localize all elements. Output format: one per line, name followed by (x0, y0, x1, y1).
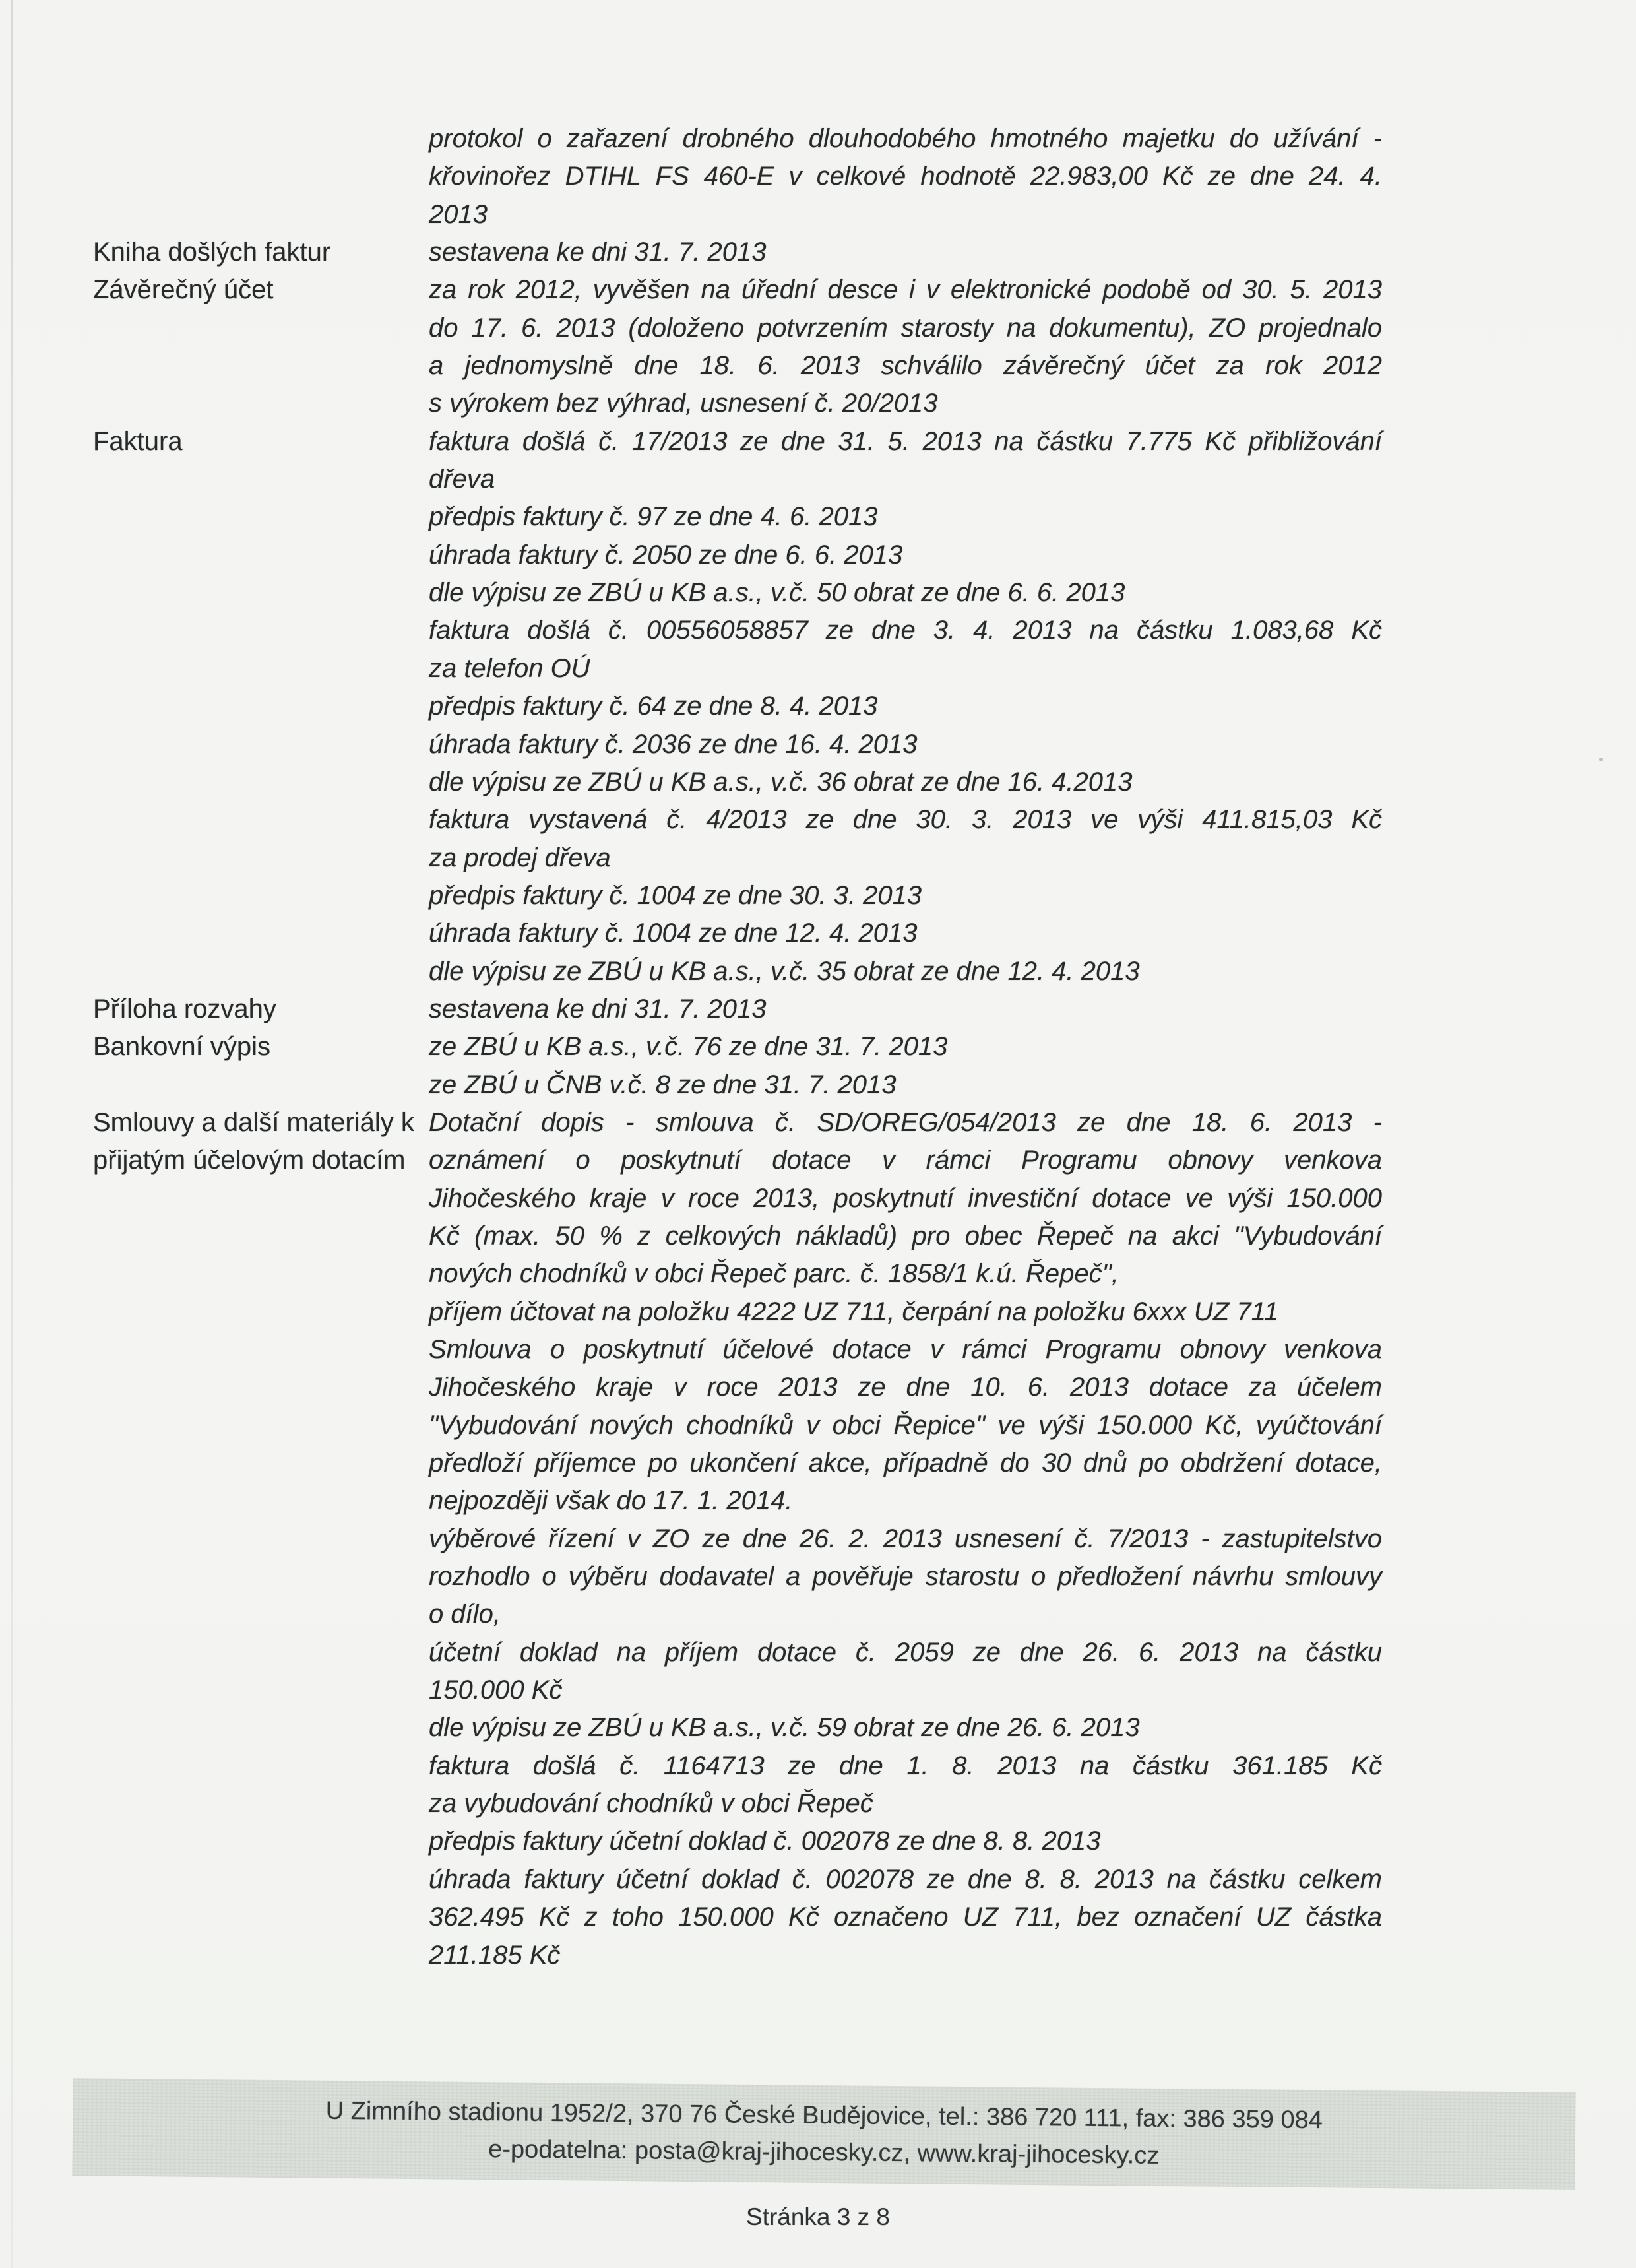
row-label (0, 763, 429, 801)
document-row (0, 1634, 1636, 1671)
row-label (0, 1217, 429, 1255)
document-row (0, 612, 1636, 649)
row-label (0, 1747, 429, 1785)
row-label (0, 1823, 429, 1860)
row-text: Dotační dopis - smlouva č. SD/OREG/054/2013 ze dne 18. 6. 2013 - (429, 1107, 1382, 1137)
document-row (0, 839, 1636, 877)
row-label (0, 915, 429, 952)
row-label (0, 1482, 429, 1520)
document-row (0, 1747, 1636, 1785)
row-text: Smlouva o poskytnutí účelové dotace v rámci Programu obnovy venkova (429, 1335, 1382, 1364)
row-text: příjem účtovat na položku 4222 UZ 711, čerpání na položku 6xxx UZ 711 (429, 1297, 1279, 1326)
row-label (0, 839, 429, 877)
document-row (0, 234, 1636, 271)
row-label (0, 498, 429, 536)
row-label (0, 1937, 429, 1974)
row-label (0, 120, 429, 158)
document-row (0, 158, 1636, 195)
row-label (0, 309, 429, 347)
row-text: faktura došlá č. 17/2013 ze dne 31. 5. 2013 na částku 7.775 Kč přibližování (429, 426, 1382, 456)
row-text: do 17. 6. 2013 (doloženo potvrzením starosty na dokumentu), ZO projednalo (429, 313, 1382, 342)
row-label: Kniha došlých faktur (93, 238, 331, 267)
document-row (0, 1482, 1636, 1520)
document-row (0, 1898, 1636, 1936)
row-text: 2013 (429, 199, 488, 229)
row-label: Příloha rozvahy (93, 994, 276, 1023)
row-text: 362.495 Kč z toho 150.000 Kč označeno UZ 711, bez označení UZ částka (429, 1902, 1382, 1932)
row-text: předloží příjemce po ukončení akce, případně do 30 dnů po obdržení dotace, (429, 1448, 1382, 1478)
row-text: výběrové řízení v ZO ze dne 26. 2. 2013 usnesení č. 7/2013 - zastupitelstvo (429, 1524, 1382, 1553)
row-text: úhrada faktury č. 2050 ze dne 6. 6. 2013 (429, 540, 903, 569)
row-label: přijatým účelovým dotacím (93, 1146, 406, 1175)
row-label (0, 1785, 429, 1823)
document-row (0, 1558, 1636, 1596)
document-row (0, 271, 1636, 309)
row-text: faktura vystavená č. 4/2013 ze dne 30. 3. 2013 ve výši 411.815,03 Kč (429, 805, 1382, 835)
row-text: předpis faktury č. 1004 ze dne 30. 3. 2013 (429, 880, 922, 910)
document-row (0, 763, 1636, 801)
row-label (0, 461, 429, 498)
document-row (0, 1785, 1636, 1823)
document-row (0, 650, 1636, 688)
row-text: předpis faktury č. 64 ze dne 8. 4. 2013 (429, 692, 878, 721)
row-text: dle výpisu ze ZBÚ u KB a.s., v.č. 59 obrat ze dne 26. 6. 2013 (429, 1713, 1140, 1743)
row-label (0, 1407, 429, 1444)
footer-band (72, 2078, 1575, 2190)
document-row (0, 196, 1636, 234)
document-row (0, 1709, 1636, 1747)
document-row (0, 953, 1636, 990)
document-row (0, 801, 1636, 839)
row-label (0, 1898, 429, 1936)
document-body (0, 120, 1636, 1974)
row-label (0, 1634, 429, 1671)
row-label (0, 1671, 429, 1709)
row-text: dle výpisu ze ZBÚ u KB a.s., v.č. 35 obrat ze dne 12. 4. 2013 (429, 956, 1140, 986)
document-row (0, 877, 1636, 915)
row-text: křovinořez DTIHL FS 460-E v celkové hodnotě 22.983,00 Kč ze dne 24. 4. (429, 162, 1382, 191)
row-label (0, 877, 429, 915)
document-row (0, 1407, 1636, 1444)
row-text: o dílo, (429, 1600, 501, 1629)
document-row (0, 1369, 1636, 1406)
row-text: "Vybudování nových chodníků v obci Řepice" ve výši 150.000 Kč, vyúčtování (429, 1410, 1382, 1440)
row-text: předpis faktury č. 97 ze dne 4. 6. 2013 (429, 502, 878, 532)
row-text: ze ZBÚ u KB a.s., v.č. 76 ze dne 31. 7. 2013 (429, 1032, 948, 1062)
row-text: úhrada faktury účetní doklad č. 002078 ze dne 8. 8. 2013 na částku celkem (429, 1864, 1382, 1894)
row-text: předpis faktury účetní doklad č. 002078 ze dne 8. 8. 2013 (429, 1827, 1101, 1856)
row-label (0, 1520, 429, 1558)
row-text: rozhodlo o výběru dodavatel a pověřuje starostu o předložení návrhu smlouvy (429, 1562, 1382, 1592)
row-text: nejpozději však do 17. 1. 2014. (429, 1486, 793, 1516)
row-text: 150.000 Kč (429, 1675, 563, 1705)
document-row (0, 120, 1636, 158)
row-label (0, 385, 429, 422)
row-text: oznámení o poskytnutí dotace v rámci Programu obnovy venkova (429, 1146, 1382, 1175)
document-row (0, 1671, 1636, 1709)
row-text: dle výpisu ze ZBÚ u KB a.s., v.č. 50 obrat ze dne 6. 6. 2013 (429, 578, 1125, 608)
row-text: za prodej dřeva (429, 843, 611, 872)
row-text: ze ZBÚ u ČNB v.č. 8 ze dne 31. 7. 2013 (429, 1070, 897, 1099)
document-row (0, 461, 1636, 498)
row-label (0, 612, 429, 649)
row-text: a jednomyslně dne 18. 6. 2013 schválilo závěrečný účet za rok 2012 (429, 351, 1382, 381)
row-label (0, 726, 429, 763)
row-text: sestavena ke dni 31. 7. 2013 (429, 994, 767, 1023)
document-row (0, 688, 1636, 725)
footer-address: U Zimního stadionu 1952/2, 370 76 České Budějovice, tel.: 386 720 111, fax: 386 359 084 (325, 2096, 1323, 2135)
document-row (0, 915, 1636, 952)
document-row (0, 1861, 1636, 1898)
document-row (0, 1823, 1636, 1860)
row-text: úhrada faktury č. 2036 ze dne 16. 4. 2013 (429, 729, 918, 759)
document-row (0, 990, 1636, 1028)
row-label: Bankovní výpis (93, 1032, 271, 1062)
row-label (0, 1709, 429, 1747)
document-row (0, 1142, 1636, 1179)
row-text: faktura došlá č. 00556058857 ze dne 3. 4. 2013 na částku 1.083,68 Kč (429, 616, 1382, 645)
row-text: Jihočeského kraje v roce 2013, poskytnutí investiční dotace ve výši 150.000 (429, 1183, 1382, 1213)
document-row (0, 1180, 1636, 1217)
row-label (0, 347, 429, 385)
row-text: za telefon OÚ (429, 653, 590, 683)
document-row (0, 574, 1636, 612)
document-row (0, 1596, 1636, 1633)
document-row (0, 1217, 1636, 1255)
row-label (0, 536, 429, 574)
row-label (0, 953, 429, 990)
row-label (0, 1293, 429, 1331)
row-label (0, 1255, 429, 1293)
document-row (0, 1331, 1636, 1369)
row-label: Závěrečný účet (93, 275, 274, 305)
row-text: Jihočeského kraje v roce 2013 ze dne 10. 6. 2013 dotace za účelem (429, 1373, 1382, 1402)
row-label (0, 158, 429, 195)
document-row (0, 536, 1636, 574)
document-row (0, 1444, 1636, 1482)
document-row (0, 726, 1636, 763)
row-text: Kč (max. 50 % z celkových nákladů) pro obec Řepeč na akci "Vybudování (429, 1221, 1382, 1250)
row-text: za rok 2012, vyvěšen na úřední desce i v elektronické podobě od 30. 5. 2013 (429, 275, 1382, 305)
row-text: za vybudování chodníků v obci Řepeč (429, 1789, 873, 1819)
row-text: úhrada faktury č. 1004 ze dne 12. 4. 2013 (429, 919, 918, 948)
row-label (0, 1444, 429, 1482)
document-row (0, 1104, 1636, 1142)
row-label (0, 1180, 429, 1217)
row-label (0, 650, 429, 688)
document-row (0, 1520, 1636, 1558)
row-text: dřeva (429, 465, 495, 494)
row-text: sestavena ke dni 31. 7. 2013 (429, 238, 767, 267)
row-label (0, 1066, 429, 1104)
row-text: s výrokem bez výhrad, usnesení č. 20/2013 (429, 389, 938, 418)
row-text: 211.185 Kč (429, 1940, 561, 1970)
document-row (0, 498, 1636, 536)
row-text: účetní doklad na příjem dotace č. 2059 ze dne 26. 6. 2013 na částku (429, 1637, 1382, 1667)
document-row (0, 347, 1636, 385)
document-row (0, 1293, 1636, 1331)
document-row (0, 1066, 1636, 1104)
page-number: Stránka 3 z 8 (745, 2203, 890, 2230)
row-label (0, 1861, 429, 1898)
document-row (0, 1028, 1636, 1066)
row-label (0, 574, 429, 612)
row-label (0, 196, 429, 234)
footer-contact: e-podatelna: posta@kraj-jihocesky.cz, www.kraj-jihocesky.cz (488, 2135, 1160, 2170)
row-label (0, 1331, 429, 1369)
row-text: nových chodníků v obci Řepeč parc. č. 1858/1 k.ú. Řepeč", (429, 1259, 1119, 1289)
row-label (0, 1558, 429, 1596)
document-row (0, 385, 1636, 422)
document-row (0, 1255, 1636, 1293)
row-label (0, 688, 429, 725)
row-text: protokol o zařazení drobného dlouhodobého hmotného majetku do užívání - (429, 124, 1382, 153)
row-text: faktura došlá č. 1164713 ze dne 1. 8. 2013 na částku 361.185 Kč (429, 1751, 1382, 1780)
document-row (0, 423, 1636, 461)
row-label (0, 801, 429, 839)
row-label: Smlouvy a další materiály k (93, 1107, 414, 1137)
document-row (0, 309, 1636, 347)
document-row (0, 1937, 1636, 1974)
row-text: dle výpisu ze ZBÚ u KB a.s., v.č. 36 obrat ze dne 16. 4.2013 (429, 767, 1133, 796)
row-label (0, 1369, 429, 1406)
row-label (0, 1596, 429, 1633)
row-label: Faktura (93, 426, 183, 456)
